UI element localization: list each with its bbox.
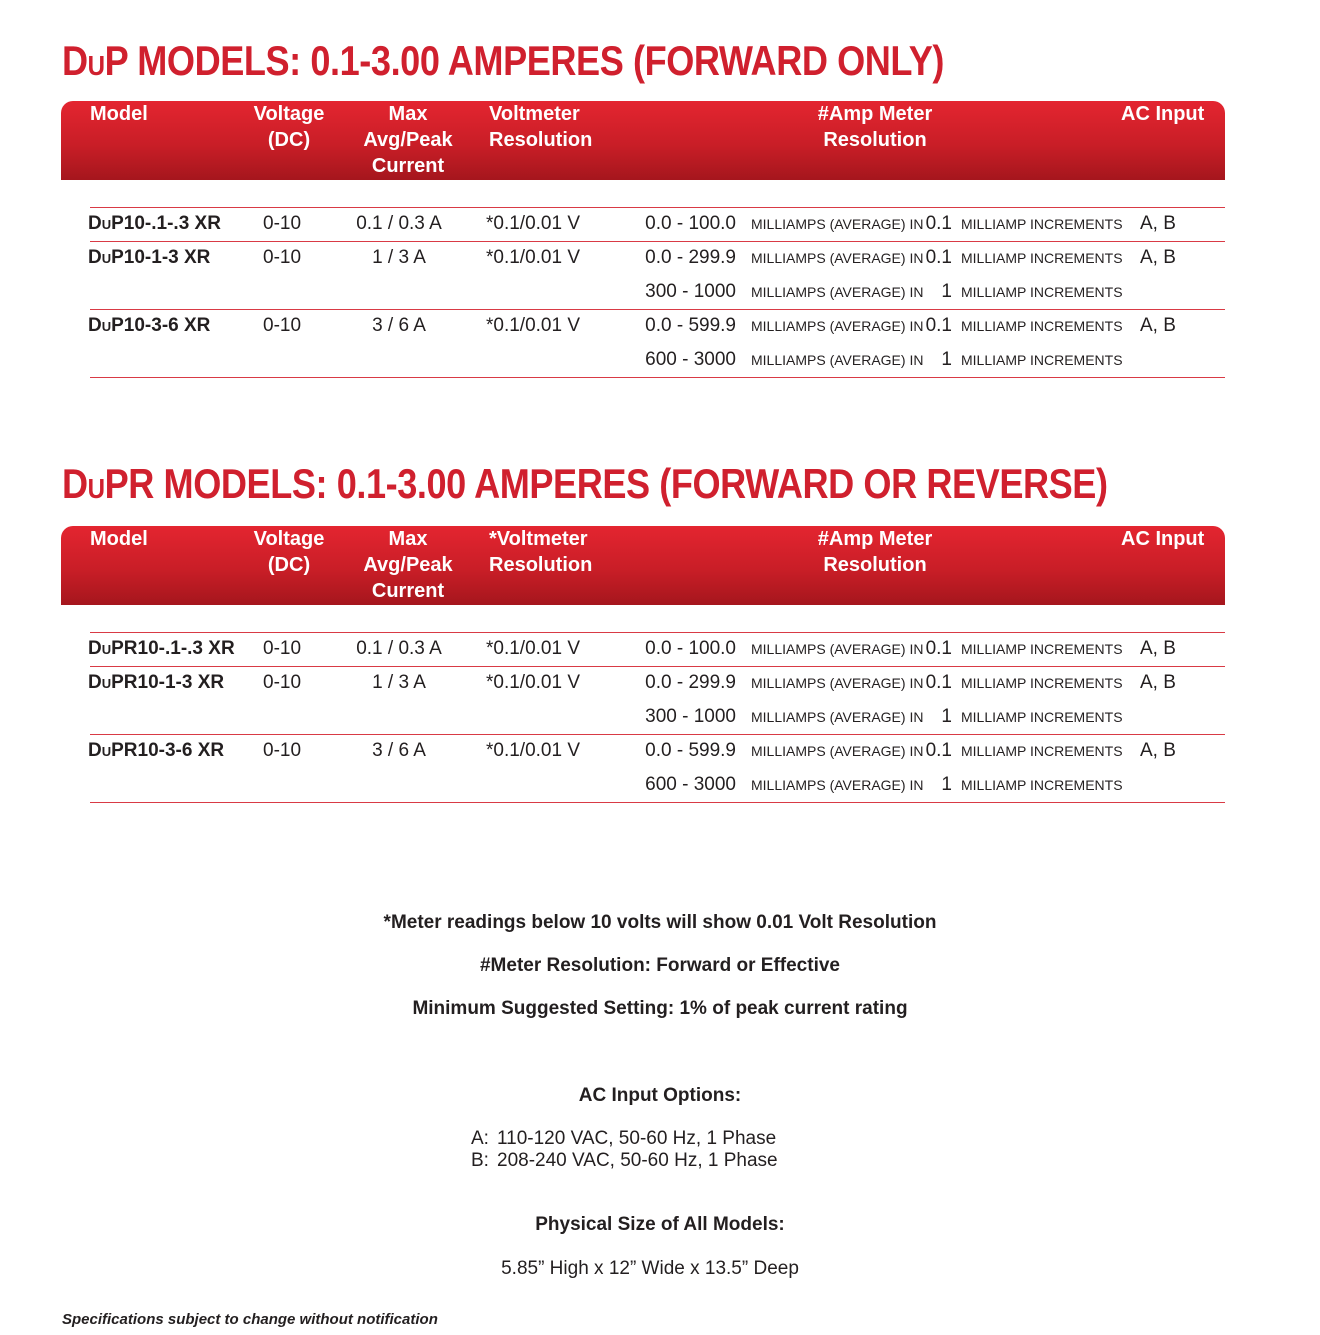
ac-option: B: 208-240 VAC, 50-60 Hz, 1 Phase [471,1150,778,1171]
cell-step: 1 [941,706,952,727]
cell-increment: MILLIAMP INCREMENTS [961,709,1123,725]
header-voltmeter: *Voltmeter Resolution [489,528,593,576]
cell-unit: MILLIAMPS (AVERAGE) IN [751,709,924,725]
table-header-dup [61,101,1225,180]
size-value: 5.85” High x 12” Wide x 13.5” Deep [501,1258,799,1279]
table-row [0,666,1320,700]
table-row [0,275,1320,309]
cell-step: 0.1 [925,247,952,268]
header-model: Model [90,103,148,125]
cell-unit: MILLIAMPS (AVERAGE) IN [751,743,924,759]
cell-range: 0.0 - 299.9 [645,672,736,693]
cell-increment: MILLIAMP INCREMENTS [961,675,1123,691]
section-title-dup [62,37,944,85]
cell-increment: MILLIAMP INCREMENTS [961,743,1123,759]
cell-increment: MILLIAMP INCREMENTS [961,777,1123,793]
header-voltmeter: Voltmeter Resolution [489,103,593,151]
header-model: Model [90,528,148,550]
cell-current: 0.1 / 0.3 A [356,213,442,234]
cell-voltmeter: *0.1/0.01 V [486,638,581,659]
cell-step: 1 [941,281,952,302]
cell-increment: MILLIAMP INCREMENTS [961,216,1123,232]
cell-step: 0.1 [925,672,952,693]
cell-model: DUP10-3-6 XR [88,315,211,336]
cell-step: 0.1 [925,213,952,234]
header-current: Max Avg/Peak Current [363,103,453,177]
cell-voltage: 0-10 [263,638,302,659]
cell-unit: MILLIAMPS (AVERAGE) IN [751,352,924,368]
ac-options-list [471,1128,778,1172]
header-ac-input: AC Input [1121,528,1205,550]
cell-unit: MILLIAMPS (AVERAGE) IN [751,284,924,300]
cell-increment: MILLIAMP INCREMENTS [961,250,1123,266]
table-row [0,309,1320,343]
cell-unit: MILLIAMPS (AVERAGE) IN [751,216,924,232]
table-row [0,343,1320,377]
cell-voltage: 0-10 [263,672,302,693]
cell-voltage: 0-10 [263,740,302,761]
cell-step: 0.1 [925,315,952,336]
cell-unit: MILLIAMPS (AVERAGE) IN [751,250,924,266]
cell-current: 1 / 3 A [372,247,426,268]
cell-step: 1 [941,349,952,370]
section-title-dupr [62,460,1108,508]
cell-unit: MILLIAMPS (AVERAGE) IN [751,675,924,691]
table-row [0,241,1320,275]
cell-model: DUPR10-3-6 XR [88,740,225,761]
cell-step: 0.1 [925,638,952,659]
cell-current: 0.1 / 0.3 A [356,638,442,659]
title-rest: P MODELS: 0.1-3.00 AMPERES (FORWARD ONLY) [104,37,945,84]
cell-range: 600 - 3000 [645,774,736,795]
cell-voltmeter: *0.1/0.01 V [486,672,581,693]
cell-range: 0.0 - 299.9 [645,247,736,268]
footer-disclaimer: Specifications subject to change without notification [62,1311,438,1328]
cell-increment: MILLIAMP INCREMENTS [961,352,1123,368]
header-ac-input: AC Input [1121,103,1205,125]
cell-ac-input: A, B [1140,315,1176,336]
cell-range: 0.0 - 599.9 [645,740,736,761]
title-prefix: D [62,37,88,84]
cell-step: 0.1 [925,740,952,761]
header-voltage: Voltage (DC) [253,528,325,576]
cell-voltmeter: *0.1/0.01 V [486,315,581,336]
cell-voltage: 0-10 [263,315,302,336]
cell-ac-input: A, B [1140,638,1176,659]
cell-unit: MILLIAMPS (AVERAGE) IN [751,777,924,793]
ac-option: A: 110-120 VAC, 50-60 Hz, 1 Phase [471,1128,777,1149]
cell-model: DUPR10-.1-.3 XR [88,638,235,659]
header-ammeter: #Amp Meter Resolution [817,528,933,576]
cell-unit: MILLIAMPS (AVERAGE) IN [751,641,924,657]
table-row [0,632,1320,666]
cell-ac-input: A, B [1140,672,1176,693]
header-current: Max Avg/Peak Current [363,528,453,602]
table-header-dupr [61,526,1225,605]
cell-unit: MILLIAMPS (AVERAGE) IN [751,318,924,334]
table-row [0,768,1320,802]
cell-range: 0.0 - 100.0 [645,213,736,234]
row-divider [90,802,1225,803]
cell-voltage: 0-10 [263,213,302,234]
title-smallcap: U [87,473,105,504]
cell-range: 300 - 1000 [645,281,736,302]
cell-voltage: 0-10 [263,247,302,268]
cell-step: 1 [941,774,952,795]
table-row [0,700,1320,734]
cell-range: 0.0 - 100.0 [645,638,736,659]
cell-voltmeter: *0.1/0.01 V [486,247,581,268]
row-divider [90,377,1225,378]
cell-increment: MILLIAMP INCREMENTS [961,284,1123,300]
cell-model: DUP10-.1-.3 XR [88,213,221,234]
header-voltage: Voltage (DC) [253,103,325,151]
size-title: Physical Size of All Models: [535,1214,785,1235]
cell-increment: MILLIAMP INCREMENTS [961,318,1123,334]
title-smallcap: U [87,50,105,81]
cell-increment: MILLIAMP INCREMENTS [961,641,1123,657]
note-meter-resolution: #Meter Resolution: Forward or Effective [479,955,840,976]
title-prefix: D [62,460,88,507]
cell-ac-input: A, B [1140,213,1176,234]
cell-model: DUPR10-1-3 XR [88,672,225,693]
cell-current: 3 / 6 A [372,315,426,336]
cell-range: 600 - 3000 [645,349,736,370]
note-meter-readings: *Meter readings below 10 volts will show 0.01 Volt Resolution [383,912,937,933]
cell-current: 3 / 6 A [372,740,426,761]
ac-options-title: AC Input Options: [578,1085,742,1106]
cell-range: 0.0 - 599.9 [645,315,736,336]
cell-model: DUP10-1-3 XR [88,247,211,268]
note-minimum-setting: Minimum Suggested Setting: 1% of peak current rating [412,998,908,1019]
table-row [0,734,1320,768]
cell-voltmeter: *0.1/0.01 V [486,740,581,761]
title-rest: PR MODELS: 0.1-3.00 AMPERES (FORWARD OR REVERSE) [104,460,1108,507]
header-ammeter: #Amp Meter Resolution [817,103,933,151]
cell-ac-input: A, B [1140,740,1176,761]
cell-voltmeter: *0.1/0.01 V [486,213,581,234]
cell-ac-input: A, B [1140,247,1176,268]
cell-range: 300 - 1000 [645,706,736,727]
cell-current: 1 / 3 A [372,672,426,693]
table-row [0,207,1320,241]
